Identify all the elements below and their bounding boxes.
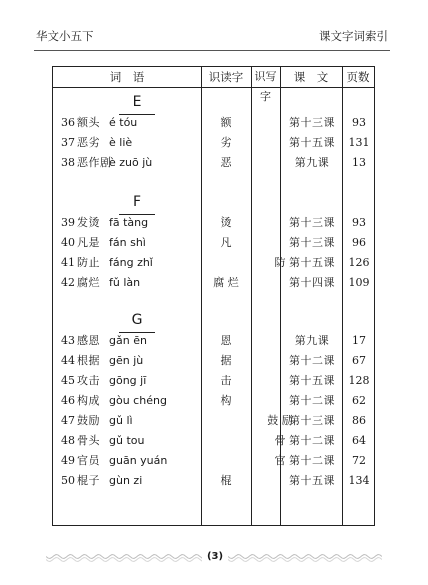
section-letter: E bbox=[119, 93, 155, 115]
entry-lesson: 第十三课 bbox=[289, 236, 335, 249]
entry-write-char: 官 bbox=[274, 454, 286, 467]
table-header-divider bbox=[53, 87, 374, 88]
table-row bbox=[53, 371, 374, 391]
entry-page: 93 bbox=[352, 116, 366, 129]
entry-word: 官员 bbox=[77, 454, 100, 467]
table-row bbox=[53, 233, 374, 253]
table-row bbox=[53, 213, 374, 233]
entry-lesson: 第十四课 bbox=[289, 276, 335, 289]
entry-number: 36 bbox=[61, 116, 75, 129]
entry-number: 43 bbox=[61, 334, 75, 347]
entry-read-char: 击 bbox=[220, 374, 232, 387]
entry-write-char: 骨 bbox=[274, 434, 286, 447]
entry-lesson: 第十三课 bbox=[289, 216, 335, 229]
entry-read-char: 劣 bbox=[220, 136, 232, 149]
table-row bbox=[53, 133, 374, 153]
entry-lesson: 第十三课 bbox=[289, 414, 335, 427]
entry-lesson: 第十五课 bbox=[289, 474, 335, 487]
entry-pinyin: gǔ lì bbox=[109, 414, 133, 427]
entry-word: 恶劣 bbox=[77, 136, 100, 149]
table-row bbox=[53, 411, 374, 431]
table-row bbox=[53, 431, 374, 451]
entry-lesson: 第九课 bbox=[294, 156, 330, 169]
entry-page: 13 bbox=[352, 156, 366, 169]
entry-write-char: 防 bbox=[274, 256, 286, 269]
entry-write-char: 鼓 励 bbox=[267, 414, 293, 427]
entry-read-char: 恶 bbox=[220, 156, 232, 169]
entry-page: 72 bbox=[352, 454, 366, 467]
entry-number: 44 bbox=[61, 354, 75, 367]
header-divider bbox=[34, 50, 390, 51]
entry-number: 37 bbox=[61, 136, 75, 149]
entry-page: 128 bbox=[348, 374, 370, 387]
entry-word: 感恩 bbox=[77, 334, 100, 347]
entry-number: 39 bbox=[61, 216, 75, 229]
entry-pinyin: é tóu bbox=[109, 116, 138, 129]
entry-pinyin: gòu chéng bbox=[109, 394, 167, 407]
entry-read-char: 构 bbox=[220, 394, 232, 407]
entry-page: 126 bbox=[348, 256, 370, 269]
entry-lesson: 第十五课 bbox=[289, 256, 335, 269]
entry-lesson: 第十二课 bbox=[289, 394, 335, 407]
entry-pinyin: fán shì bbox=[109, 236, 146, 249]
entry-number: 38 bbox=[61, 156, 75, 169]
section-letter: F bbox=[119, 193, 155, 215]
entry-lesson: 第十五课 bbox=[289, 374, 335, 387]
table-row bbox=[53, 273, 374, 293]
entry-lesson: 第十三课 bbox=[289, 116, 335, 129]
entry-word: 额头 bbox=[77, 116, 100, 129]
entry-word: 防止 bbox=[77, 256, 100, 269]
entry-lesson: 第十五课 bbox=[289, 136, 335, 149]
entry-read-char: 腐 烂 bbox=[213, 276, 239, 289]
entry-pinyin: gōng jī bbox=[109, 374, 147, 387]
entry-read-char: 凡 bbox=[220, 236, 232, 249]
entry-word: 根据 bbox=[77, 354, 100, 367]
book-title: 华文小五下 bbox=[36, 29, 94, 43]
entry-number: 49 bbox=[61, 454, 75, 467]
header-read: 识读字 bbox=[208, 70, 244, 84]
entry-page: 109 bbox=[348, 276, 370, 289]
entry-lesson: 第十二课 bbox=[289, 454, 335, 467]
entry-word: 鼓励 bbox=[77, 414, 100, 427]
section-title: 课文字词索引 bbox=[319, 29, 388, 43]
table-row bbox=[53, 471, 374, 491]
table-row bbox=[53, 253, 374, 273]
entry-word: 骨头 bbox=[77, 434, 100, 447]
header-word: 词 语 bbox=[109, 70, 145, 84]
entry-page: 64 bbox=[352, 434, 366, 447]
entry-word: 腐烂 bbox=[77, 276, 100, 289]
entry-read-char: 据 bbox=[220, 354, 232, 367]
table-row bbox=[53, 451, 374, 471]
entry-lesson: 第九课 bbox=[294, 334, 330, 347]
entry-pinyin: fáng zhǐ bbox=[109, 256, 153, 269]
entry-page: 93 bbox=[352, 216, 366, 229]
entry-word: 恶作剧 bbox=[77, 156, 112, 169]
entry-number: 46 bbox=[61, 394, 75, 407]
table-row bbox=[53, 331, 374, 351]
entry-read-char: 棍 bbox=[220, 474, 232, 487]
table-row bbox=[53, 391, 374, 411]
table-row bbox=[53, 113, 374, 133]
table-row bbox=[53, 351, 374, 371]
entry-word: 发烫 bbox=[77, 216, 100, 229]
entry-pinyin: fā tàng bbox=[109, 216, 149, 229]
entry-page: 17 bbox=[352, 334, 366, 347]
entry-word: 构成 bbox=[77, 394, 100, 407]
entry-lesson: 第十二课 bbox=[289, 434, 335, 447]
entry-page: 67 bbox=[352, 354, 366, 367]
header-lesson: 课 文 bbox=[293, 70, 329, 84]
entry-word: 凡是 bbox=[77, 236, 100, 249]
entry-number: 50 bbox=[61, 474, 75, 487]
header-write: 识写字 bbox=[254, 70, 277, 103]
entry-page: 134 bbox=[348, 474, 370, 487]
entry-pinyin: gēn jù bbox=[109, 354, 144, 367]
page-header bbox=[0, 0, 428, 44]
entry-page: 62 bbox=[352, 394, 366, 407]
entry-pinyin: gǔ tou bbox=[109, 434, 145, 447]
entry-number: 42 bbox=[61, 276, 75, 289]
entry-page: 96 bbox=[352, 236, 366, 249]
entry-number: 41 bbox=[61, 256, 75, 269]
entry-number: 45 bbox=[61, 374, 75, 387]
page-number: (3) bbox=[202, 548, 228, 566]
entry-pinyin: è zuō jù bbox=[109, 156, 153, 169]
entry-number: 47 bbox=[61, 414, 75, 427]
entry-pinyin: gǎn ēn bbox=[109, 334, 147, 347]
entry-word: 棍子 bbox=[77, 474, 100, 487]
word-index-table bbox=[52, 66, 375, 526]
header-page: 页数 bbox=[346, 70, 370, 84]
entry-word: 攻击 bbox=[77, 374, 100, 387]
entry-read-char: 恩 bbox=[220, 334, 232, 347]
entry-page: 131 bbox=[348, 136, 370, 149]
entry-number: 40 bbox=[61, 236, 75, 249]
entry-pinyin: fǔ làn bbox=[109, 276, 141, 289]
entry-lesson: 第十二课 bbox=[289, 354, 335, 367]
entry-read-char: 额 bbox=[220, 116, 232, 129]
section-letter: G bbox=[119, 311, 155, 333]
entry-page: 86 bbox=[352, 414, 366, 427]
entry-number: 48 bbox=[61, 434, 75, 447]
entry-pinyin: gùn zi bbox=[109, 474, 143, 487]
entry-pinyin: è liè bbox=[109, 136, 133, 149]
entry-pinyin: guān yuán bbox=[109, 454, 168, 467]
table-row bbox=[53, 153, 374, 173]
entry-read-char: 烫 bbox=[220, 216, 232, 229]
